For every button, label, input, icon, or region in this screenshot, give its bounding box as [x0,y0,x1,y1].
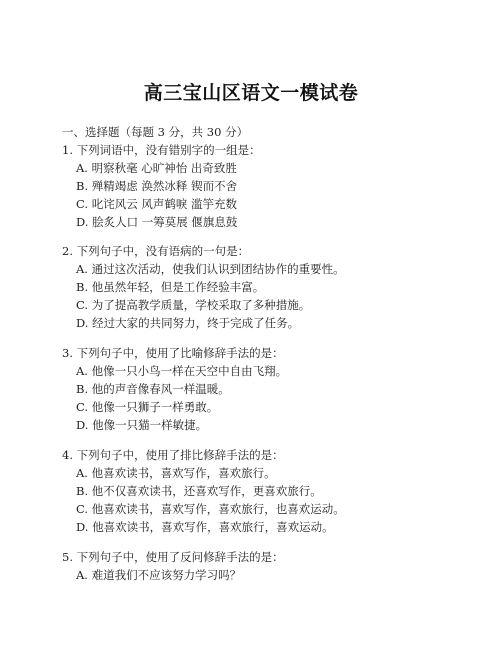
option-b: B. 殚精竭虑 涣然冰释 锲而不舍 [76,179,238,193]
question-5 [62,548,284,584]
option-a: A. 明察秋毫 心旷神怡 出奇致胜 [76,161,237,175]
option-b: B. 他的声音像春风一样温暖。 [76,382,230,396]
option-d: D. 脍炙人口 一筹莫展 偃旗息鼓 [76,215,238,229]
question-stem: 3. 下列句子中，使用了比喻修辞手法的是： [62,346,284,360]
option-c: C. 为了提高教学质量，学校采取了多种措施。 [76,298,311,312]
option-a: A. 他喜欢读书，喜欢写作，喜欢旅行。 [76,466,276,480]
option-b: B. 他虽然年轻，但是工作经验丰富。 [76,280,265,294]
option-d: D. 他像一只猫一样敏捷。 [76,418,208,432]
question-3 [62,344,287,434]
option-b: B. 他不仅喜欢读书，还喜欢写作，更喜欢旅行。 [76,484,322,498]
option-a: A. 他像一只小鸟一样在天空中自由飞翔。 [76,364,288,378]
question-stem: 5. 下列句子中，使用了反问修辞手法的是： [62,550,284,564]
question-stem: 2. 下列句子中，没有语病的一句是： [62,244,250,258]
question-4 [62,446,345,536]
question-2 [62,242,345,332]
question-stem: 4. 下列句子中，使用了排比修辞手法的是： [62,448,284,462]
option-d: D. 他喜欢读书，喜欢写作，喜欢旅行，喜欢运动。 [76,520,334,534]
option-a: A. 通过这次活动，使我们认识到团结协作的重要性。 [76,262,345,276]
section-heading: 一、选择题（每题 3 分，共 30 分） [62,125,249,139]
option-a: A. 难道我们不应该努力学习吗？ [76,568,242,582]
option-c: C. 他像一只狮子一样勇敢。 [76,400,219,414]
exam-title: 高三宝山区语文一模试卷 [143,82,359,104]
option-c: C. 他喜欢读书，喜欢写作，喜欢旅行，也喜欢运动。 [76,502,345,516]
option-c: C. 叱诧风云 风声鹤唳 滥竽充数 [76,197,238,211]
option-d: D. 经过大家的共同努力，终于完成了任务。 [76,316,300,330]
question-1 [62,141,261,231]
question-stem: 1. 下列词语中，没有错别字的一组是： [62,143,261,157]
